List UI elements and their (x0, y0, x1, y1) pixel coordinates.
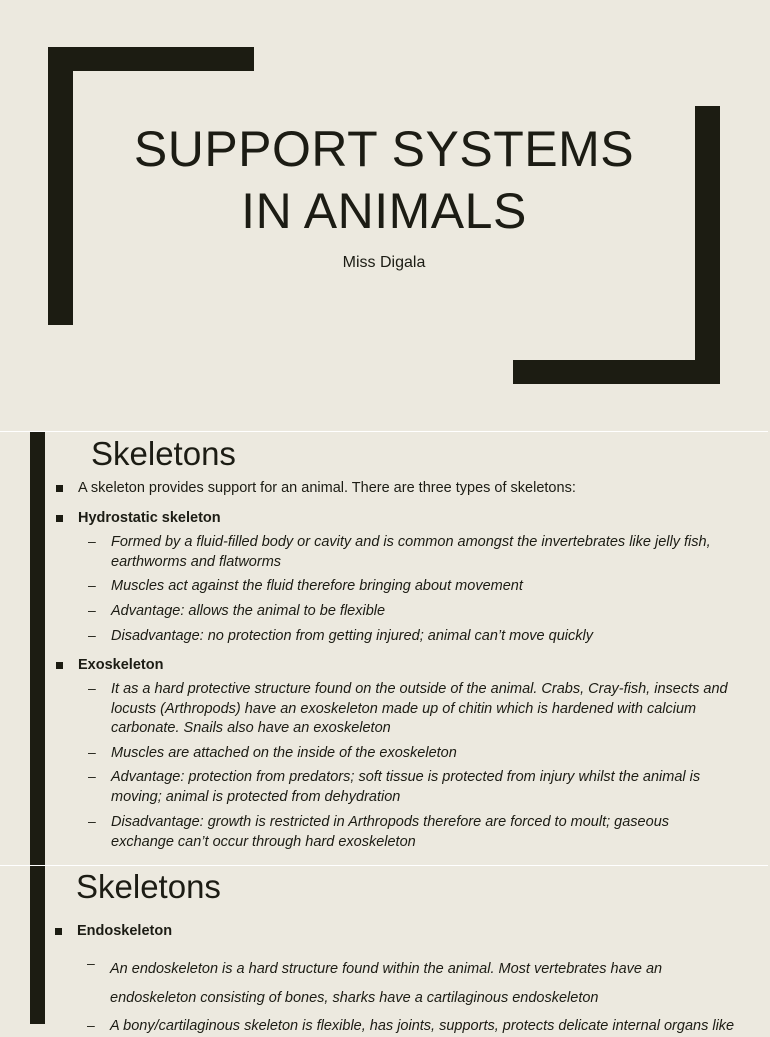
presentation-title (0, 118, 768, 242)
hydrostatic-point-3: Advantage: allows the animal to be flexible (111, 603, 386, 619)
hydrostatic-point-1: Formed by a fluid-filled body or cavity and is common amongst the invertebrates like jelly fish, earthworms and flatworms (111, 534, 711, 570)
hydrostatic-point-4: Disadvantage: no protection from getting injured; animal can’t move quickly (111, 628, 593, 644)
frame-bottom-right-horizontal (513, 360, 720, 384)
exoskeleton-point-1: It as a hard protective structure found on the outside of the animal. Crabs, Cray-fish, insects and locusts (Arthropods) have an exoskeleton made up of chitin which is hardened with calcium carbonate. Snails also have an exoskeleton (111, 681, 728, 736)
slide-heading: Skeletons (91, 435, 236, 472)
skeletons-slide-2 (0, 866, 768, 1034)
title-line-2: IN ANIMALS (241, 183, 527, 239)
dash-icon: – (88, 768, 96, 784)
dash-icon: – (88, 680, 96, 696)
exoskeleton-point-2: Muscles are attached on the inside of the exoskeleton (111, 745, 457, 761)
exoskeleton-label: Exoskeleton (78, 657, 164, 673)
exoskeleton-point-4: Disadvantage: growth is restricted in Arthropods therefore are forced to moult; gaseous exchange can’t occur through hard exoskeleton (111, 814, 670, 850)
dash-icon: – (88, 627, 96, 643)
dash-icon: – (87, 955, 95, 971)
accent-side-bar (30, 432, 45, 865)
exoskeleton-point-3: Advantage: protection from predators; soft tissue is protected from injury whilst the animal is moving; animal is protected from dehydration (111, 769, 701, 805)
frame-top-left-horizontal (48, 47, 254, 71)
title-line-1: SUPPORT SYSTEMS (133, 121, 635, 177)
bullet-square-icon (56, 662, 63, 669)
hydrostatic-point-2: Muscles act against the fluid therefore bringing about movement (111, 578, 523, 594)
dash-icon: – (88, 533, 96, 549)
endoskeleton-point-2: A bony/cartilaginous skeleton is flexible, has joints, supports, protects delicate internal organs like (110, 1018, 735, 1034)
bullet-square-icon (56, 485, 63, 492)
dash-icon: – (87, 1017, 95, 1033)
dash-icon: – (88, 577, 96, 593)
presenter-name: Miss Digala (342, 254, 426, 271)
endoskeleton-label: Endoskeleton (77, 923, 173, 939)
endoskeleton-point-1: An endoskeleton is a hard structure found within the animal. Most vertebrates have an endoskeleton consisting of bones, sharks have a cartilaginous endoskeleton (110, 961, 663, 1006)
intro-text: A skeleton provides support for an animal. There are three types of skeletons: (78, 480, 576, 496)
skeletons-slide-1 (0, 432, 768, 865)
bullet-square-icon (56, 515, 63, 522)
hydrostatic-label: Hydrostatic skeleton (78, 510, 221, 526)
accent-side-bar (30, 866, 45, 1024)
bullet-square-icon (55, 928, 62, 935)
dash-icon: – (88, 602, 96, 618)
slide-heading: Skeletons (76, 868, 221, 905)
dash-icon: – (88, 813, 96, 829)
dash-icon: – (88, 744, 96, 760)
title-slide (0, 0, 768, 431)
